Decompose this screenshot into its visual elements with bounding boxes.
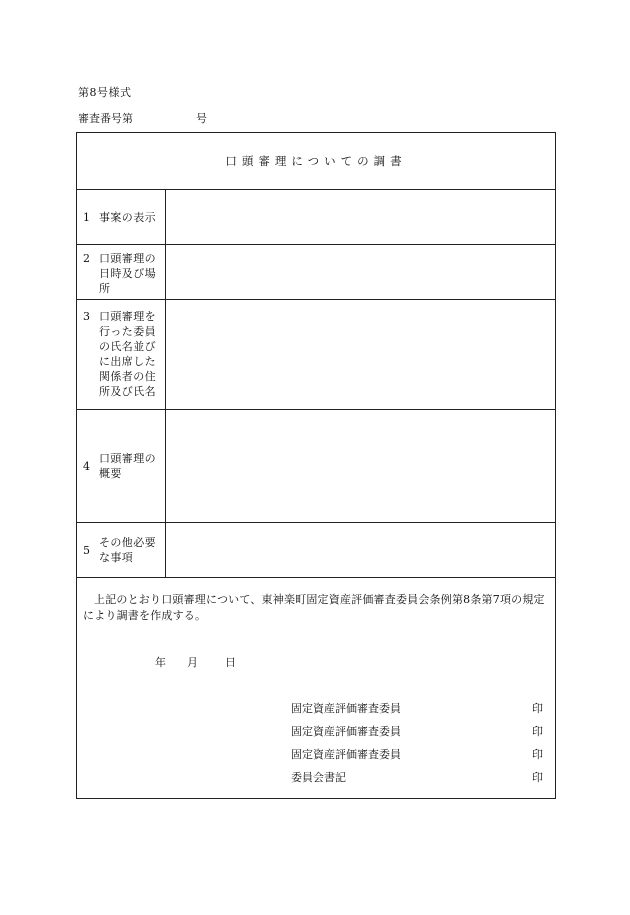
- row-label: [77, 523, 166, 577]
- signer-role: 固定資産評価審査委員: [291, 748, 401, 761]
- signature-block: [291, 700, 543, 792]
- row-members-and-attendees: [77, 300, 555, 410]
- seal-mark: 印: [532, 702, 543, 715]
- signer-line: [291, 723, 543, 746]
- row-label-text: 事案の表示: [99, 210, 156, 224]
- hearing-record-form: [76, 132, 556, 799]
- row-hearing-summary: [77, 410, 555, 523]
- row-label: [77, 410, 166, 522]
- row-label: [77, 245, 166, 299]
- seal-mark: 印: [532, 725, 543, 738]
- review-number-line: [78, 110, 218, 126]
- form-number: 第8号様式: [78, 86, 132, 99]
- signer-line: [291, 746, 543, 769]
- signer-line: [291, 769, 543, 792]
- row-number: 5: [83, 543, 90, 557]
- row-hearing-datetime-place: [77, 245, 555, 300]
- signer-role: 固定資産評価審査委員: [291, 725, 401, 738]
- row-number: 1: [83, 210, 90, 224]
- row-label-text: 口頭審理の 日時及び場 所: [99, 252, 156, 295]
- row-label: [77, 300, 166, 409]
- row-value-field[interactable]: [166, 523, 555, 577]
- review-number-prefix: 審査番号第: [78, 112, 133, 125]
- row-number: 3: [83, 310, 90, 323]
- row-label: [77, 190, 166, 244]
- row-value-field[interactable]: [166, 410, 555, 522]
- row-value-field[interactable]: [166, 190, 555, 244]
- row-number: 4: [83, 459, 90, 473]
- review-number-suffix: 号: [196, 112, 207, 125]
- statement-text: 上記のとおり口頭審理について、東神楽町固定資産評価審査委員会条例第8条第7項の規定により調書を作成する。: [83, 593, 545, 622]
- seal-mark: 印: [532, 748, 543, 761]
- row-number: 2: [83, 252, 90, 265]
- date-line: [155, 654, 255, 670]
- row-case-description: [77, 190, 555, 245]
- date-year: 年: [155, 656, 166, 669]
- row-value-field[interactable]: [166, 245, 555, 299]
- row-other-matters: [77, 523, 555, 578]
- row-label-text: 口頭審理の 概要: [99, 452, 156, 480]
- seal-mark: 印: [532, 771, 543, 784]
- signer-role: 固定資産評価審査委員: [291, 702, 401, 715]
- row-label-text: 口頭審理を 行った委員 の氏名並び に出席した 関係者の住 所及び氏名: [99, 310, 156, 398]
- date-month: 月: [187, 656, 198, 669]
- row-label-text: その他必要 な事項: [99, 536, 156, 564]
- row-value-field[interactable]: [166, 300, 555, 409]
- signer-line: [291, 700, 543, 723]
- signer-role: 委員会書記: [291, 771, 346, 784]
- form-title: 口頭審理についての調書: [77, 133, 555, 190]
- date-day: 日: [225, 656, 236, 669]
